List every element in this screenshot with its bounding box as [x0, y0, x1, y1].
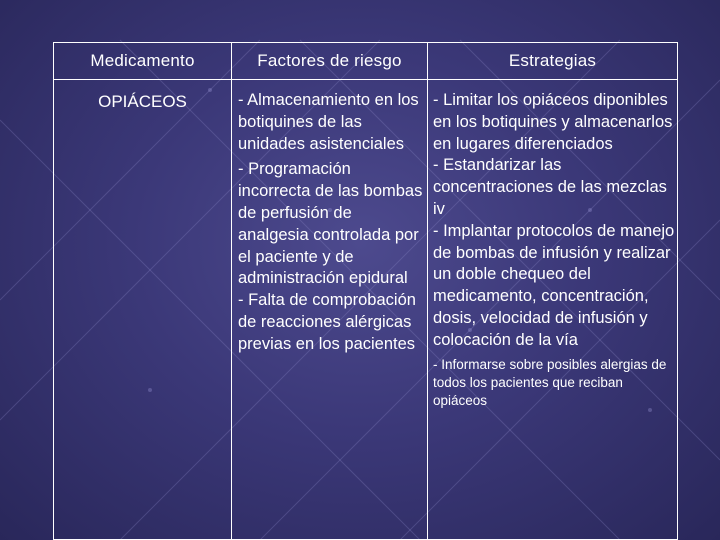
strategy-item: - Limitar los opiáceos diponibles en los botiquines y almacenarlos en lugares diferenciados [433, 91, 673, 153]
header-medicamento: Medicamento [54, 43, 232, 80]
strategy-item: - Implantar protocolos de manejo de bombas de infusión y realizar un doble chequeo del medicamento, concentración, dosis, velocidad de infusión y colocación de la vía [433, 221, 675, 349]
header-factores: Factores de riesgo [232, 43, 428, 80]
strategy-note: - Informarse sobre posibles alergias de todos los pacientes que reciban opiáceos [433, 356, 667, 408]
risk-factors-cell [232, 80, 428, 540]
drug-cell: OPIÁCEOS [54, 80, 232, 540]
header-estrategias: Estrategias [428, 43, 678, 80]
risk-factor-item: - Programación incorrecta de las bombas de perfusión de analgesia controlada por el paciente y de administración epidural [238, 160, 423, 288]
table-row [54, 80, 678, 540]
table-header-row [54, 43, 678, 80]
risk-factor-item: - Almacenamiento en los botiquines de las unidades asistenciales [238, 91, 419, 153]
risk-factor-item: - Falta de comprobación de reacciones alérgicas previas en los pacientes [238, 291, 416, 353]
strategies-cell [428, 80, 678, 540]
strategy-item: - Estandarizar las concentraciones de las mezclas iv [433, 156, 667, 218]
risk-table [53, 42, 678, 540]
